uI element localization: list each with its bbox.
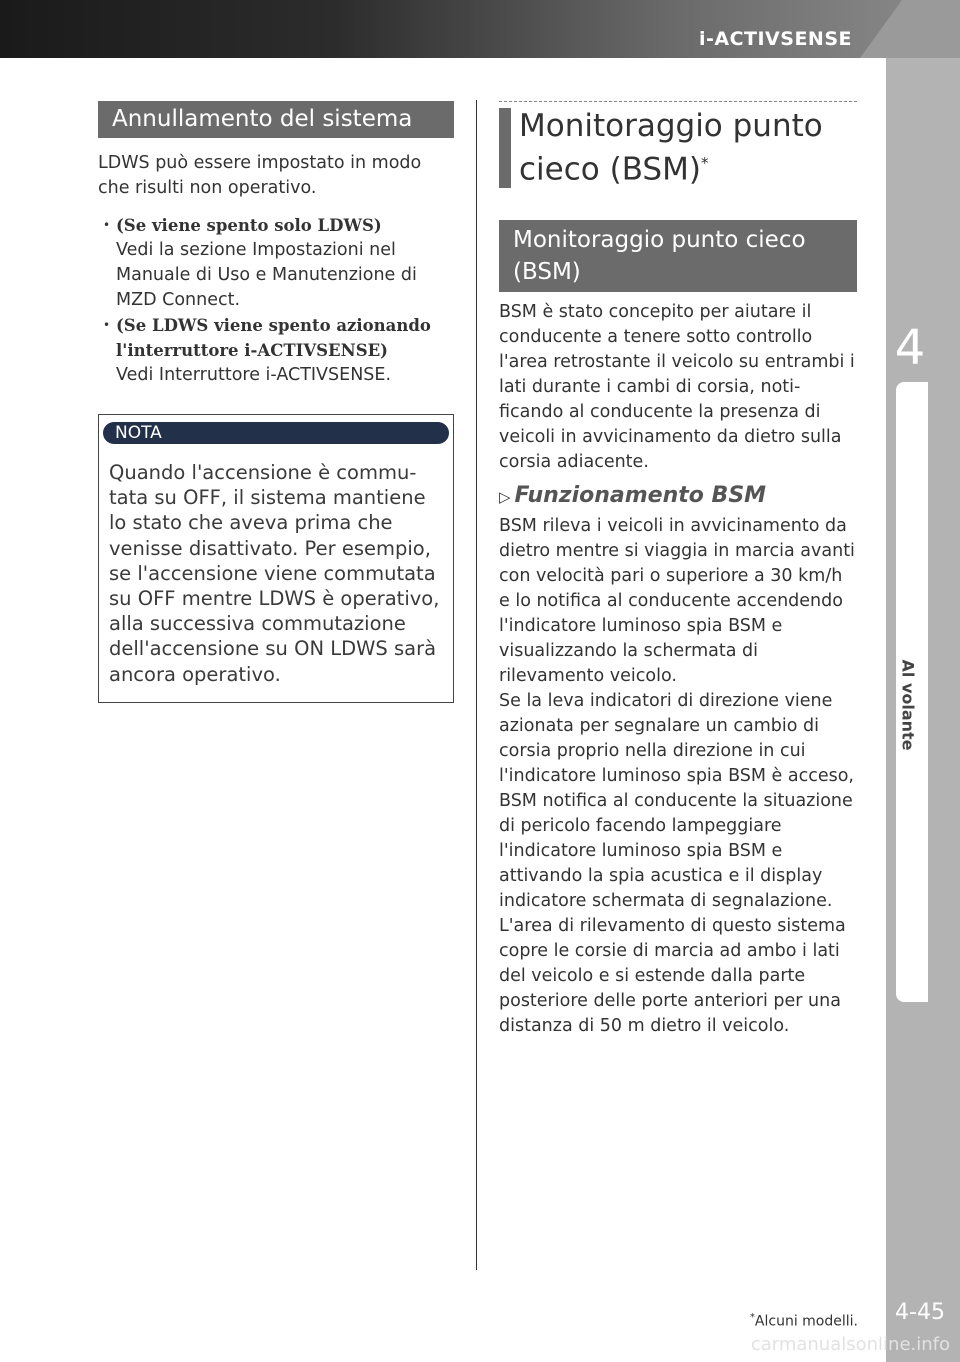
main-title xyxy=(519,108,857,188)
main-title-block xyxy=(499,108,857,188)
bullet-icon: • xyxy=(103,218,111,232)
bsm-intro-text: BSM è stato concepito per aiutare il conducente a tenere sotto controllo l'area retrostante il veicolo su entrambi i lati durante i cambi di corsia, notificando al conducente la presenza di veicoli in avvicinamento da dietro sulla corsia adiacente. xyxy=(499,302,855,473)
right-column xyxy=(499,101,857,1039)
function-paragraph: L'area di rilevamento di questo sistema copre le corsie di marcia ad ambo i lati del veicolo e si estende dalla parte posteriore delle porte anteriori per una distanza di 50 m dietro il veicolo. xyxy=(499,916,846,1037)
bullet-heading: (Se LDWS viene spento azionando l'interruttore i-ACTIVSENSE) xyxy=(116,316,431,360)
note-box xyxy=(98,414,454,703)
list-item xyxy=(103,313,454,388)
dotted-rule xyxy=(499,101,857,102)
section-title-bsm: Monitoraggio punto cieco (BSM) xyxy=(499,220,857,292)
chevron-right-icon: ▷ xyxy=(499,488,511,507)
column-divider xyxy=(476,100,477,1270)
subsection-title xyxy=(499,481,857,512)
bullet-icon: • xyxy=(103,318,111,332)
bullet-heading: (Se viene spento solo LDWS) xyxy=(116,216,382,235)
chapter-number: 4 xyxy=(894,320,926,376)
bullet-text: Vedi Interruttore i-ACTIVSENSE. xyxy=(116,365,392,385)
list-item xyxy=(103,213,454,313)
bullet-list xyxy=(98,213,454,388)
subsection-title-text: Funzionamento BSM xyxy=(514,483,767,509)
page-number: 4-45 xyxy=(895,1300,945,1325)
function-paragraph: Se la leva indicatori di direzione viene azionata per segnalare un cambio di corsia proprio nella direzione in cui l'indicatore luminoso spia BSM è acceso, BSM notifica al conducente la situazione di pericolo facendo lampeggiare l'indicatore luminoso spia BSM e attivando la spia acustica e il display indicatore schermata di segnalazione. xyxy=(499,691,854,912)
note-text: Quando l'accensione è commutata su OFF, il sistema mantiene lo stato che aveva prima che venisse disattivato. Per esempio, se l'accensione viene commutata su OFF mentre LDWS è operativo, alla successiva commutazione dell'accensione su ON LDWS sarà ancora operativo. xyxy=(109,461,440,686)
main-title-marker: * xyxy=(700,154,709,172)
footnote-marker: * xyxy=(749,1312,755,1323)
chapter-name: Al volante xyxy=(898,659,918,751)
function-paragraph: BSM rileva i veicoli in avvicinamento da dietro mentre si viaggia in marcia avanti con velocità pari o superiore a 30 km/h e lo notifica al conducente accendendo l'indicatore luminoso spia BSM e visualizzando la schermata di rilevamento veicolo. xyxy=(499,516,855,687)
watermark: carmanualsonline.info xyxy=(750,1334,950,1355)
note-label: NOTA xyxy=(103,422,449,444)
section-title-annullamento: Annullamento del sistema xyxy=(98,101,454,138)
bullet-text: Vedi la sezione Impostazioni nel Manuale di Uso e Manutenzione di MZD Connect. xyxy=(116,240,417,310)
footnote xyxy=(700,1312,858,1330)
main-title-text: Monitoraggio punto cieco (BSM) xyxy=(519,108,823,188)
left-column xyxy=(98,101,454,703)
footnote-text: Alcuni modelli. xyxy=(754,1313,858,1330)
header-title: i-ACTIVSENSE xyxy=(698,28,852,50)
intro-text: LDWS può essere impostato in modo che risulti non operativo. xyxy=(98,153,422,198)
